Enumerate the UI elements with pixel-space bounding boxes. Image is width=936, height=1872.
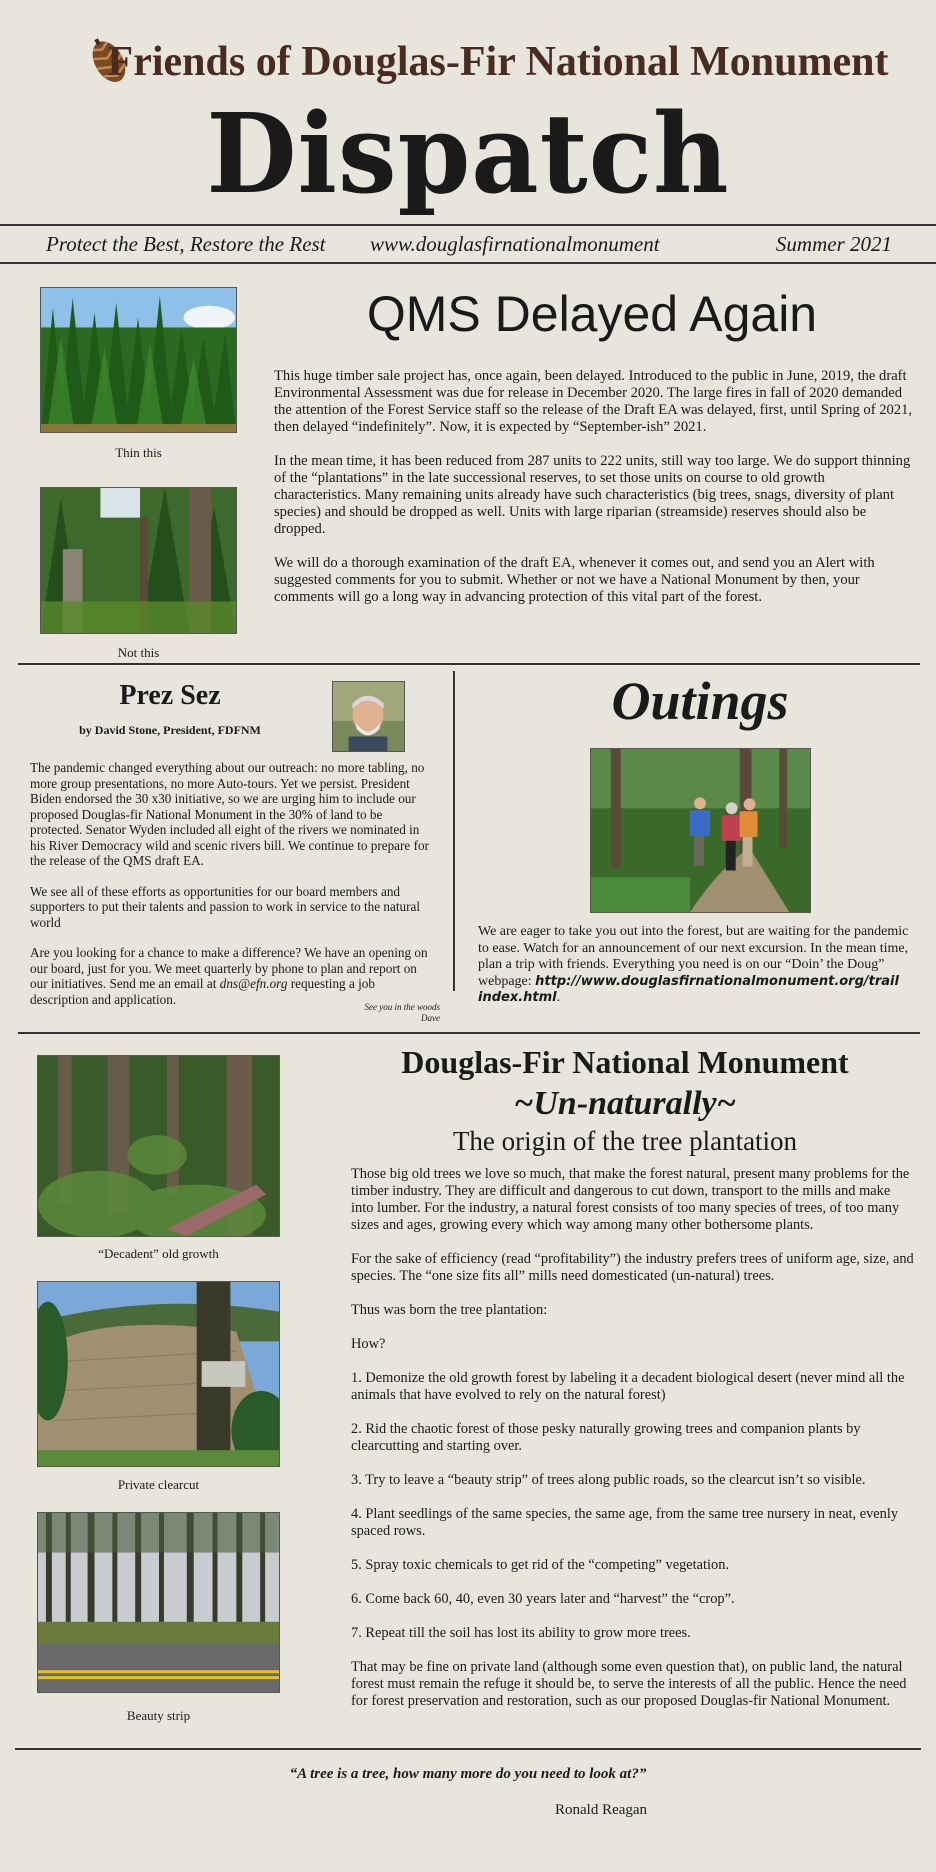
unnatural-paragraph: Thus was born the tree plantation: [351,1302,548,1318]
unnatural-paragraph: 5. Spray toxic chemicals to get rid of the “competing” vegetation. [351,1557,730,1573]
private-clearcut-photo [37,1281,280,1467]
outings-article: We are eager to take you out into the forest, but are waiting for the pandemic to ease. Watch for an announcement of our next excursion. In the mean time, plan a trip with friends. Everything you need is on our “Doin’ the Doug” webpage: http://www.douglasfirnationalmonument.org/trail index.html. [478,924,909,1005]
website[interactable]: www.douglasfirnationalmonument [370,232,660,256]
prez-article [30,760,430,1007]
prez-signoff: See you in the woods Dave [364,1002,440,1023]
prez-paragraph: The pandemic changed everything about our outreach: no more tabling, no more group presentations, no more Auto-tours. Yet we persist. President Biden endorsed the 30 x30 initiative, so we are urging him to include our proposed Douglas-fir National Monument in the 30% of land to be protected. Senator Wyden included all eight of the rivers we nominated in his River Democracy wild and scenic rivers bill. We continue to prepare for the release of the QMS draft EA. [30,760,429,868]
closing-quote: “A tree is a tree, how many more do you need to look at?” [289,1766,647,1782]
prez-paragraph: We see all of these efforts as opportunities for our board members and supporters to put their talents and passion to work in service to the natural world [30,883,421,930]
unnatural-paragraph: 1. Demonize the old growth forest by labeling it a decadent biological desert (never mind all the animals that have evolved to rely on the natural forest) [351,1370,905,1403]
old-growth-caption: Not this [117,645,160,660]
trail-guide-link[interactable]: http://www.douglasfirnationalmonument.org/trail index.html [478,973,899,1005]
outings-title: Outings [611,671,789,731]
qms-article [274,368,914,623]
unnatural-paragraph: 7. Repeat till the soil has lost its ability to grow more trees. [351,1625,691,1641]
masthead-rule-top [0,224,936,226]
qms-title: QMS Delayed Again [366,286,818,342]
masthead-rule-bottom [0,262,936,264]
thin-forest-photo [40,287,237,433]
old-growth-photo [40,487,237,634]
masthead: Dispatch [206,88,730,219]
beauty-strip-photo [37,1512,280,1693]
quote-attribution: Ronald Reagan [555,1802,648,1818]
section-divider [18,663,920,665]
prez-title: Prez Sez [119,680,221,711]
unnatural-article [351,1166,916,1727]
prez-byline: by David Stone, President, FDFNM [79,723,261,737]
prez-paragraph: Are you looking for a chance to make a difference? We have an opening on our board, just for you. We meet quarterly by phone to plan and report on our initiatives. Send me an email at dns@efn.org requesting a job description and application. [30,945,428,1007]
outings-hikers-photo [590,748,811,913]
president-portrait [332,681,405,752]
unnatural-paragraph: Those big old trees we love so much, that make the forest natural, present many problems for the timber industry. They are difficult and dangerous to cut down, transport to the mills and make into lumber. For the industry, a natural forest consists of too many species of trees, of too many sizes and ages, growing every which way among many other bothersome plants. [351,1166,910,1233]
unnatural-header [330,1040,920,1158]
qms-paragraph: In the mean time, it has been reduced from 287 units to 222 units, still way too large. We do support thinning of the “plantations” in the late successional reserves, to set those units on course to old growth characteristics. Many remaining units already have such characteristics (big trees, snags, diversity of plant species) and should be dropped as well. Units with large riparian (streamside) reserves should also be dropped. [274,453,911,537]
unnatural-paragraph: 3. Try to leave a “beauty strip” of trees along public roads, so the clearcut isn’t so visible. [351,1472,866,1488]
section-divider [18,1032,920,1034]
issue-date: Summer 2021 [775,232,892,256]
unnatural-title: Douglas-Fir National Monument [401,1044,849,1080]
email-link[interactable]: dns@efn.org [219,976,288,991]
org-name: Friends of Douglas-Fir National Monument [107,39,889,85]
unnatural-subtitle: ~Un-naturally~ [513,1085,736,1122]
beauty-strip-caption: Beauty strip [126,1708,191,1723]
unnatural-paragraph: 2. Rid the chaotic forest of those pesky naturally growing trees and companion plants by clearcutting and starting over. [351,1421,861,1454]
old-growth-caption: “Decadent” old growth [98,1246,219,1261]
unnatural-paragraph: How? [351,1336,386,1352]
unnatural-paragraph: For the sake of efficiency (read “profitability”) the industry prefers trees of uniform age, size, and species. The “one size fits all” mills need domesticated (un-natural) trees. [351,1251,914,1284]
qms-paragraph: We will do a thorough examination of the draft EA, whenever it comes out, and send you an Alert with suggested comments for you to submit. Whether or not we have a National Monument by then, your comments will go a long way in advancing protection of this vital part of the forest. [274,555,875,605]
qms-paragraph: This huge timber sale project has, once again, been delayed. Introduced to the public in June, 2019, the draft Environmental Assessment was due for release in December 2020. The large fires in fall of 2020 demanded the attention of the Forest Service staff so the release of the Draft EA was delayed, first, until Spring of 2021, then delayed “indefinitely”. Now, it is expected by “September-ish” 2021. [274,368,913,435]
tagline: Protect the Best, Restore the Rest [46,232,326,256]
clearcut-caption: Private clearcut [117,1477,200,1492]
decadent-old-growth-photo [37,1055,280,1237]
column-divider [453,671,455,991]
section-divider [15,1748,921,1750]
unnatural-paragraph: That may be fine on private land (although some even question that), on public land, the natural forest must remain the refuge it should be, to serve the interests of all the public. Hence the need for forest preservation and restoration, such as our proposed Douglas-fir National Monument. [351,1659,907,1709]
unnatural-paragraph: 6. Come back 60, 40, even 30 years later and “harvest” the “crop”. [351,1591,735,1607]
unnatural-subhead: The origin of the tree plantation [452,1126,798,1156]
unnatural-paragraph: 4. Plant seedlings of the same species, the same age, from the same tree nursery in neat, evenly spaced rows. [351,1506,899,1539]
thin-forest-caption: Thin this [115,445,162,460]
